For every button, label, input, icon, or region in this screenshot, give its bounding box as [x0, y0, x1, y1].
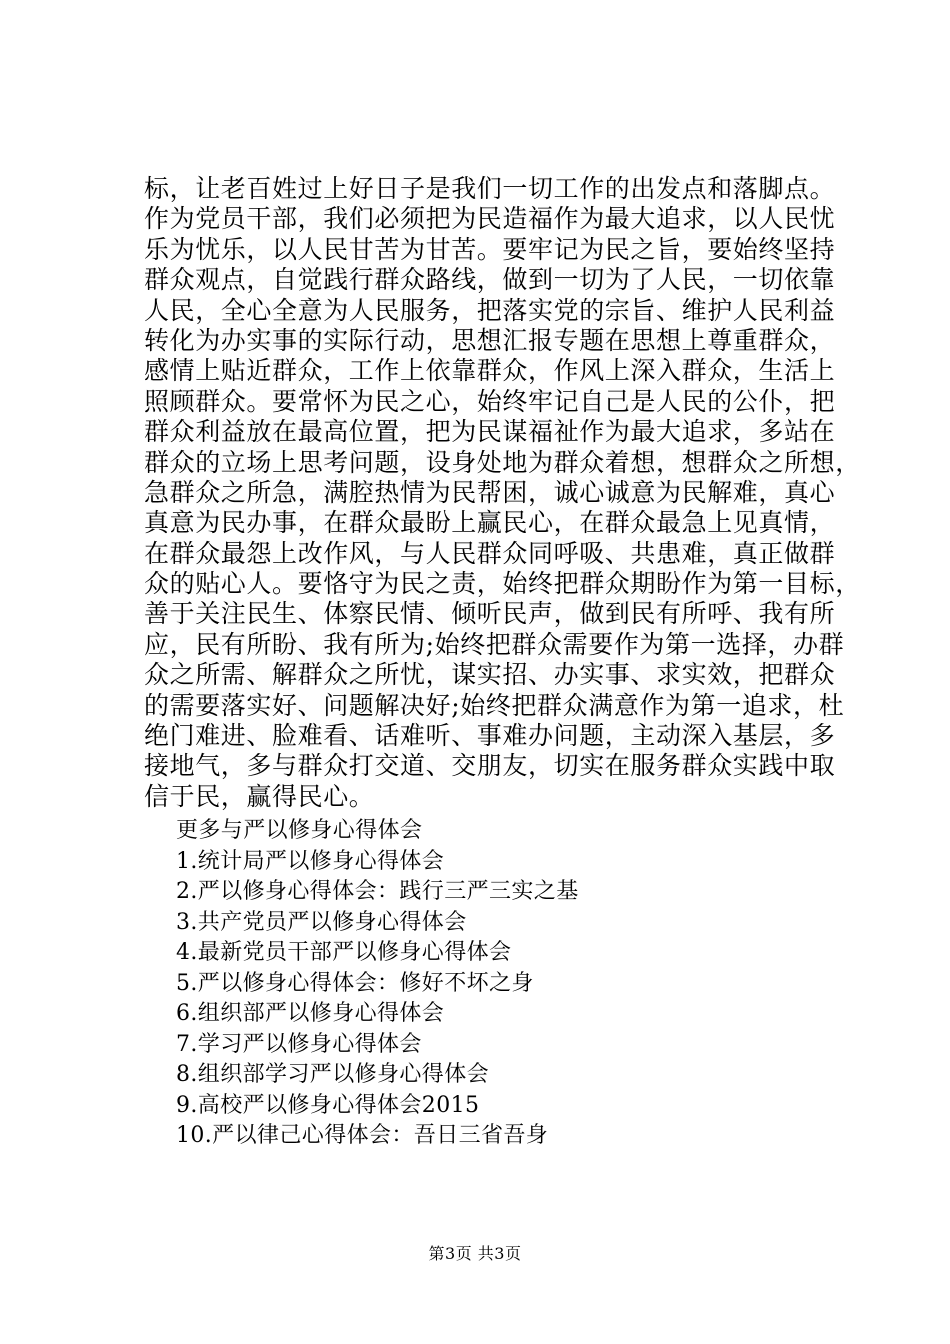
paragraph-line: 作为党员干部，我们必须把为民造福作为最大追求，以人民忧 — [144, 204, 836, 234]
paragraph-line: 信于民，赢得民心。 — [144, 781, 375, 811]
paragraph-line: 真意为民办事，在群众最盼上赢民心，在群众最急上见真情， — [144, 508, 836, 538]
related-link[interactable]: 9.高校严以修身心得体会2015 — [176, 1092, 480, 1118]
paragraph-line: 照顾群众。要常怀为民之心，始终牢记自己是人民的公仆，把 — [144, 386, 836, 416]
related-link[interactable]: 1.统计局严以修身心得体会 — [176, 848, 445, 874]
paragraph-line: 急群众之所急，满腔热情为民帮困，诚心诚意为民解难，真心 — [144, 477, 836, 507]
paragraph-line: 标，让老百姓过上好日子是我们一切工作的出发点和落脚点。 — [144, 174, 836, 203]
paragraph-line: 众之所需、解群众之所忧，谋实招、办实事、求实效，把群众 — [144, 660, 836, 690]
paragraph-line: 众的贴心人。要恪守为民之责，始终把群众期盼作为第一目标， — [144, 569, 861, 599]
more-heading: 更多与严以修身心得体会 — [176, 818, 423, 843]
related-link[interactable]: 8.组织部学习严以修身心得体会 — [176, 1062, 489, 1087]
related-link[interactable]: 3.共产党员严以修身心得体会 — [176, 909, 467, 935]
paragraph-line: 接地气，多与群众打交道、交朋友，切实在服务群众实践中取 — [144, 751, 836, 781]
paragraph-line: 群众观点，自觉践行群众路线，做到一切为了人民，一切依靠 — [144, 265, 836, 295]
paragraph-line: 绝门难进、脸难看、话难听、事难办问题，主动深入基层，多 — [144, 721, 836, 751]
paragraph-line: 群众的立场上思考问题，设身处地为群众着想，想群众之所想， — [144, 447, 861, 477]
paragraph-line: 感情上贴近群众，工作上依靠群众，作风上深入群众，生活上 — [144, 356, 836, 386]
body-paragraph — [144, 174, 864, 812]
related-link[interactable]: 4.最新党员干部严以修身心得体会 — [176, 940, 512, 965]
paragraph-line: 的需要落实好、问题解决好;始终把群众满意作为第一追求，杜 — [144, 690, 845, 720]
paragraph-line: 应，民有所盼、我有所为;始终把群众需要作为第一选择，办群 — [144, 629, 845, 659]
related-link[interactable]: 5.严以修身心得体会：修好不坏之身 — [176, 970, 534, 996]
related-link[interactable]: 10.严以律己心得体会：吾日三省吾身 — [176, 1123, 549, 1148]
paragraph-line: 善于关注民生、体察民情、倾听民声，做到民有所呼、我有所 — [144, 599, 836, 629]
related-link[interactable]: 6.组织部严以修身心得体会 — [176, 1001, 445, 1026]
related-link[interactable]: 2.严以修身心得体会：践行三严三实之基 — [176, 879, 579, 904]
paragraph-line: 人民，全心全意为人民服务，把落实党的宗旨、维护人民利益 — [144, 295, 836, 325]
paragraph-line: 乐为忧乐，以人民甘苦为甘苦。要牢记为民之旨，要始终坚持 — [144, 234, 836, 264]
paragraph-line: 群众利益放在最高位置，把为民谋福祉作为最大追求，多站在 — [144, 417, 836, 447]
related-articles — [176, 816, 836, 1152]
paragraph-line: 转化为办实事的实际行动，思想汇报专题在思想上尊重群众， — [144, 325, 836, 355]
paragraph-line: 在群众最怨上改作风，与人民群众同呼吸、共患难，真正做群 — [144, 538, 836, 568]
related-link[interactable]: 7.学习严以修身心得体会 — [176, 1031, 422, 1057]
page-footer: 第3页 共3页 — [428, 1244, 522, 1263]
